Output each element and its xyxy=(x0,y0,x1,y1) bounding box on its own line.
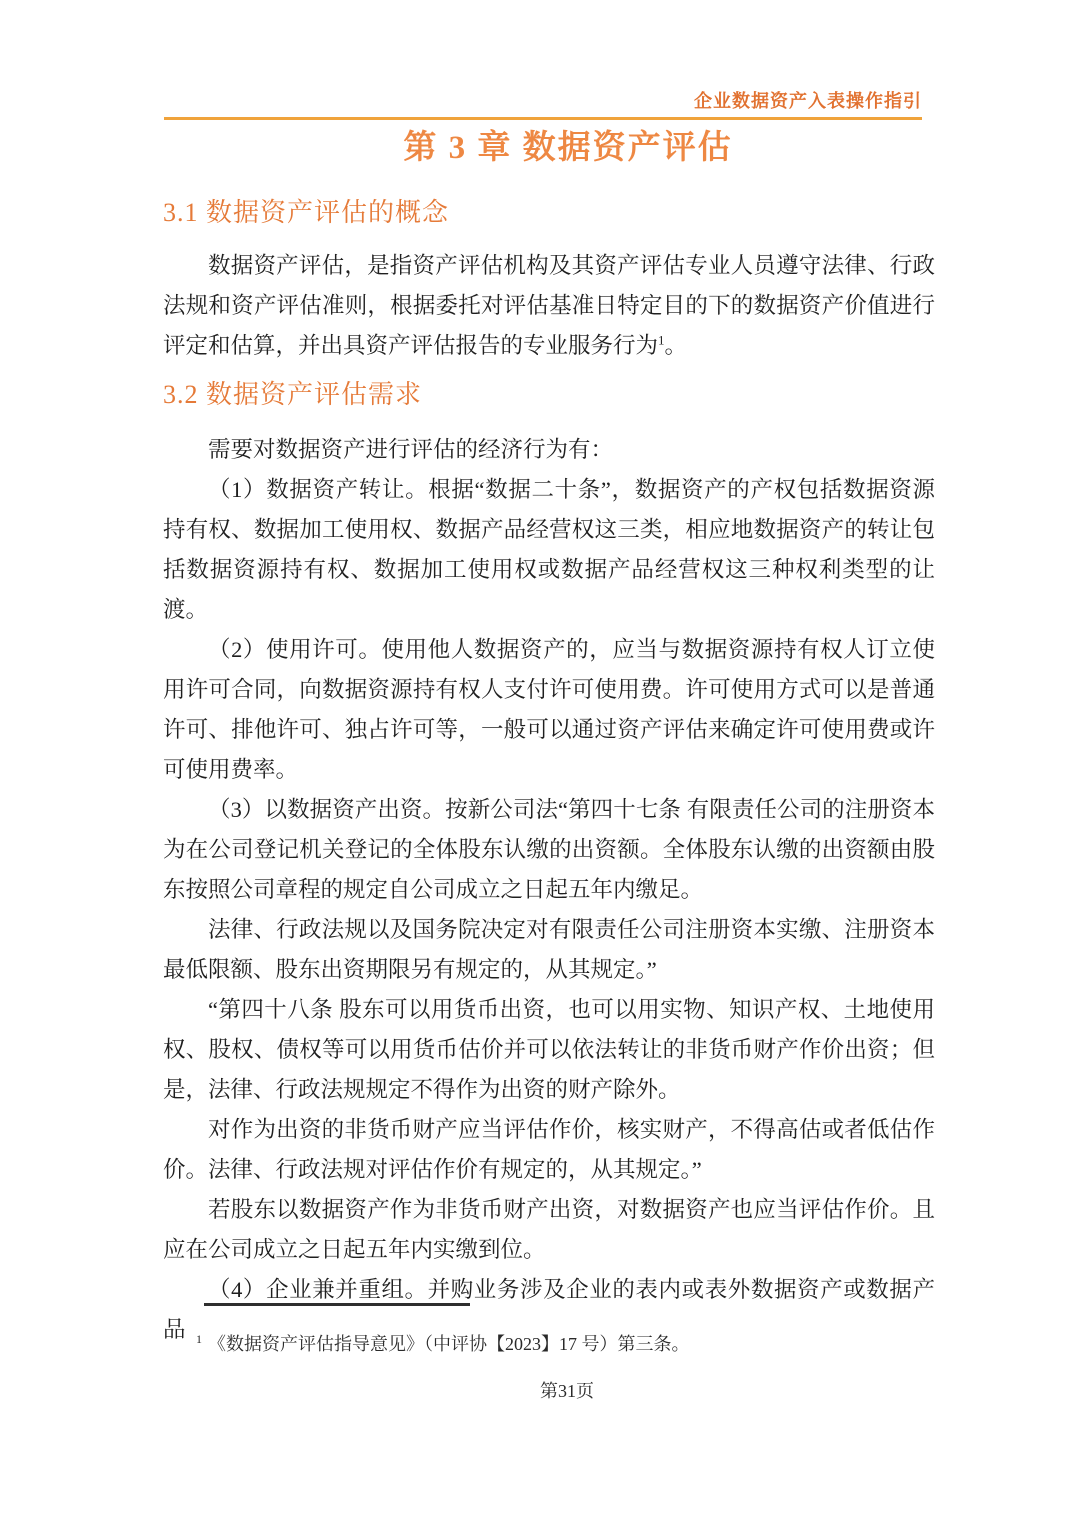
paragraph-shareholder-data-asset: 若股东以数据资产作为非货币财产出资，对数据资产也应当评估作价。且应在公司成立之日起五年内实缴到位。 xyxy=(163,1197,935,1262)
paragraph-non-monetary-appraisal: 对作为出资的非货币财产应当评估作价，核实财产，不得高估或者低估作价。法律、行政法规对评估作价有规定的，从其规定。” xyxy=(163,1117,935,1182)
footnote-number: 1 xyxy=(196,1332,202,1346)
paragraph-item-3-investment: （3）以数据资产出资。按新公司法“第四十七条 有限责任公司的注册资本为在公司登记机关登记的全体股东认缴的出资额。全体股东认缴的出资额由股东按照公司章程的规定自公司成立之日起五年内缴足。 xyxy=(163,797,935,902)
section-3-2-body xyxy=(163,430,935,1350)
page-number: 第31页 xyxy=(540,1381,594,1401)
paragraph-law-regulation: 法律、行政法规以及国务院决定对有限责任公司注册资本实缴、注册资本最低限额、股东出资期限另有规定的，从其规定。” xyxy=(163,917,935,982)
header-title: 企业数据资产入表操作指引 xyxy=(694,91,922,111)
footnote-reference-1: 1 xyxy=(658,332,665,348)
paragraph-item-4-merger: （4）企业兼并重组。并购业务涉及企业的表内或表外数据资产或数据产品 xyxy=(163,1277,935,1342)
section-3-2-heading: 3.2 数据资产评估需求 xyxy=(163,380,423,409)
paragraph-economic-behaviors-intro: 需要对数据资产进行评估的经济行为有： xyxy=(208,437,614,462)
section-3-1-heading: 3.1 数据资产评估的概念 xyxy=(163,198,450,227)
header-rule xyxy=(164,117,922,120)
footnote xyxy=(196,1331,936,1357)
footnote-text: 《数据资产评估指导意见》（中评协【2023】17 号）第三条。 xyxy=(208,1334,690,1354)
paragraph-item-2-license: （2）使用许可。使用他人数据资产的，应当与数据资源持有权人订立使用许可合同，向数据资源持有权人支付许可使用费。许可使用方式可以是普通许可、排他许可、独占许可等，一般可以通过资产评估来确定许可使用费或许可使用费率。 xyxy=(163,637,935,782)
section-3-1-paragraph-text: 数据资产评估，是指资产评估机构及其资产评估专业人员遵守法律、行政法规和资产评估准则，根据委托对评估基准日特定目的下的数据资产价值进行评定和估算，并出具资产评估报告的专业服务行为 xyxy=(163,253,935,358)
chapter-title: 第 3 章 数据资产评估 xyxy=(403,130,733,166)
paragraph-article-48: “第四十八条 股东可以用货币出资，也可以用实物、知识产权、土地使用权、股权、债权等可以用货币估价并可以依法转让的非货币财产作价出资；但是，法律、行政法规规定不得作为出资的财产除外。 xyxy=(163,997,935,1102)
footnote-divider xyxy=(204,1303,470,1306)
paragraph-item-1-transfer: （1）数据资产转让。根据“数据二十条”，数据资产的产权包括数据资源持有权、数据加工使用权、数据产品经营权这三类，相应地数据资产的转让包括数据资源持有权、数据加工使用权或数据产品经营权这三种权利类型的让渡。 xyxy=(163,477,935,622)
section-3-1-paragraph-period: 。 xyxy=(664,333,688,358)
section-3-1-paragraph xyxy=(163,246,935,366)
